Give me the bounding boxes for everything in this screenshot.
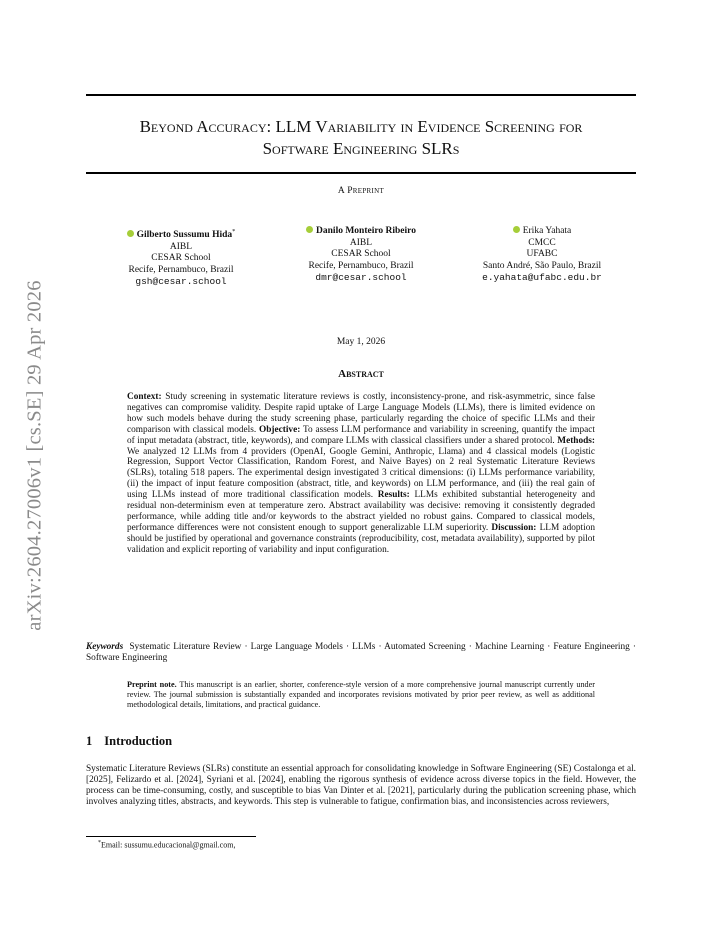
orcid-icon[interactable] — [513, 226, 520, 233]
author-email[interactable]: e.yahata@ufabc.edu.br — [482, 272, 602, 283]
author-name: Erika Yahata — [522, 226, 572, 236]
paper-title — [86, 116, 636, 160]
keywords-text: Systematic Literature Review · Large Language Models · LLMs · Automated Screening · Machine Learning · Feature Engineering · Software Engineering — [86, 642, 636, 663]
objective-text: To assess LLM performance and variability in screening, quantify the impact of input metadata (abstract, title, keywords), and compare LLMs with classical classifiers under a shared protocol. — [127, 424, 595, 446]
author-1 — [86, 226, 276, 288]
section-number: 1 — [86, 734, 93, 748]
section-heading — [86, 734, 172, 749]
methods-text: We analyzed 12 LLMs from 4 providers (OpenAI, Google Gemini, Anthropic, Llama) and 4 classical models (Logistic Regression, Support Vector Classification, Random Forest, and Naive Bayes) on 2 real Systematic Literature Reviews (SLRs), totaling 518 papers. The experimental design investigated 3 critical dimensions: (i) LLMs performance variability, (ii) the impact of input feature composition (abstract, title, and keywords) on LLM performance, and (iii) the real gain of using LLMs instead of more traditional classification models. — [127, 446, 595, 501]
results-label: Results: — [377, 490, 410, 501]
methods-label: Methods: — [557, 435, 595, 446]
footnote-mark: * — [98, 840, 101, 846]
author-2 — [276, 226, 446, 284]
introduction-paragraph: Systematic Literature Reviews (SLRs) constitute an essential approach for consolidating knowledge in Software Engineering (SE) Costalonga et al. [2025], Felizardo et al. [2024], Syriani et al. [2024], enabling the rigorous synthesis of evidence across diverse topics in the field. However, the process can be time-consuming, costly, and susceptible to bias Van Dinter et al. [2021], particularly during the publication screening phase, which involves analyzing titles, abstracts, and keywords. This step is vulnerable to fatigue, confirmation bias, and inconsistencies across reviewers, — [86, 764, 636, 807]
preprint-note — [127, 680, 595, 710]
footnote-rule — [86, 836, 256, 837]
context-text: Study screening in systematic literature reviews is costly, inconsistency-prone, and risk-asymmetric, since false negatives can compromise validity. Despite rapid uptake of Large Language Models (LLMs), there is limited evidence on how such models behave during the study screening phase, particularly regarding the choice of specific LLMs and their comparison with classical models. — [127, 392, 595, 435]
title-rule-top — [86, 94, 636, 96]
author-location: Recife, Pernambuco, Brazil — [128, 264, 234, 275]
author-footnote-mark: * — [232, 228, 236, 235]
objective-label: Objective: — [259, 424, 301, 435]
discussion-text: LLM adoption should be justified by operational and governance constraints (reproducibility, cost, metadata availability), supported by pilot validation and explicit reporting of variability and input configuration. — [127, 522, 595, 555]
context-label: Context: — [127, 392, 162, 402]
paper-title-line-2: Software Engineering SLRs — [262, 139, 460, 158]
author-email[interactable]: dmr@cesar.school — [315, 272, 407, 283]
keywords-block — [86, 642, 636, 664]
discussion-label: Discussion: — [491, 522, 537, 533]
footnote — [98, 840, 235, 850]
abstract-heading: Abstract — [338, 368, 384, 380]
author-3 — [448, 226, 636, 284]
arxiv-identifier: arXiv:2604.27006v1 [cs.SE] 29 Apr 2026 — [23, 279, 46, 631]
author-location: Recife, Pernambuco, Brazil — [308, 260, 414, 271]
author-affiliation: CMCC — [528, 237, 556, 248]
author-location: Santo André, São Paulo, Brazil — [482, 260, 602, 271]
author-school: CESAR School — [151, 253, 211, 264]
author-affiliation: AIBL — [349, 237, 373, 248]
results-text: LLMs exhibited substantial heterogeneity and residual non-determinism even at temperature zero. Abstract availability was decisive: removing it consistently degraded performance, while adding title and/or keywords to the abstract yielded no robust gains. Compared to classical models, performance differences were not consistent enough to support generalizable LLM superiority. — [127, 490, 595, 533]
publication-date: May 1, 2026 — [336, 337, 386, 347]
abstract-body — [127, 392, 595, 556]
author-affiliation: AIBL — [169, 241, 193, 252]
author-school: UFABC — [526, 249, 558, 259]
author-name: Danilo Monteiro Ribeiro — [316, 226, 416, 236]
author-email[interactable]: gsh@cesar.school — [135, 276, 227, 288]
arxiv-sidebar — [20, 260, 50, 650]
title-rule-bottom — [86, 172, 636, 174]
orcid-icon[interactable] — [127, 230, 134, 237]
orcid-icon[interactable] — [306, 226, 313, 233]
preprint-label: A Preprint — [337, 186, 385, 196]
section-title: Introduction — [104, 734, 173, 748]
preprint-note-label: Preprint note. — [127, 680, 177, 689]
footnote-text: Email: sussumu.educacional@gmail.com, — [101, 840, 236, 850]
paper-title-line-1: Beyond Accuracy: LLM Variability in Evidence Screening for — [139, 117, 583, 136]
keywords-label: Keywords — [86, 642, 124, 652]
author-school: CESAR School — [331, 249, 391, 259]
preprint-note-text: This manuscript is an earlier, shorter, conference-style version of a more comprehensive journal manuscript currently under review. The journal submission is substantially expanded and incorporates revisions motivated by prior peer review, as well as additional methodological details, limitations, and practical guidance. — [127, 680, 595, 709]
author-name: Gilberto Sussumu Hida — [136, 230, 233, 241]
